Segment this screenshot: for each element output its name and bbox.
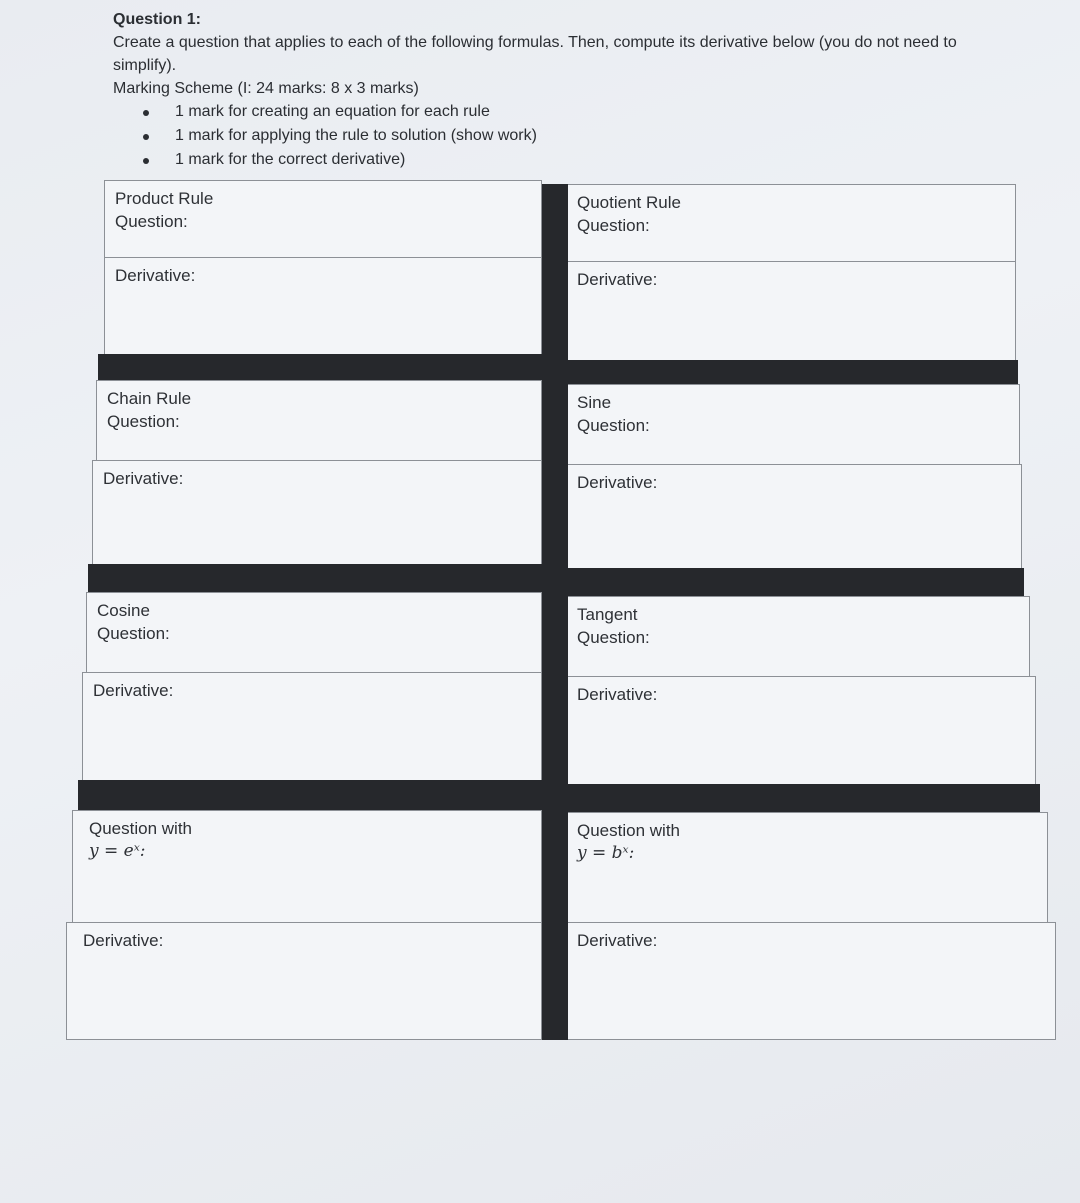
chain-rule-question-cell[interactable] (96, 380, 542, 464)
quotient-rule-derivative-label: Derivative: (577, 270, 658, 289)
tangent-derivative-cell[interactable] (566, 676, 1036, 786)
cosine-derivative-label: Derivative: (93, 681, 174, 700)
sine-question-cell[interactable] (566, 384, 1020, 466)
exp-b-formula: y = bˣ: (577, 843, 635, 863)
sine-derivative-cell[interactable] (566, 464, 1022, 570)
horizontal-divider (566, 568, 1024, 596)
derivative-rules-table (64, 180, 1058, 1040)
marking-scheme: Marking Scheme (I: 24 marks: 8 x 3 marks) (113, 80, 419, 97)
exp-e-derivative-cell[interactable] (66, 922, 542, 1040)
exp-e-formula: y = eˣ: (89, 841, 146, 861)
question-instructions: Create a question that applies to each of the following formulas. Then, compute its derivative below (you do not need to simplify). (113, 34, 957, 74)
horizontal-divider (78, 780, 542, 810)
chain-rule-derivative-cell[interactable] (92, 460, 542, 566)
question-title: Question 1: (113, 11, 202, 28)
list-item: 1 mark for creating an equation for each rule (113, 100, 993, 124)
bullet-icon (143, 158, 149, 164)
quotient-rule-derivative-cell[interactable] (566, 261, 1016, 363)
product-rule-title: Product Rule (115, 189, 214, 208)
exp-e-derivative-label: Derivative: (83, 931, 164, 950)
tangent-derivative-label: Derivative: (577, 685, 658, 704)
question-header (113, 8, 993, 172)
quotient-rule-question-cell[interactable] (566, 184, 1016, 262)
sine-question-label: Question: (577, 416, 650, 435)
product-rule-derivative-cell[interactable] (104, 257, 542, 361)
tangent-question-label: Question: (577, 628, 650, 647)
cosine-question-cell[interactable] (86, 592, 542, 674)
list-item: 1 mark for applying the rule to solution (show work) (113, 124, 993, 148)
exp-e-question-cell[interactable] (72, 810, 542, 924)
cosine-question-label: Question: (97, 624, 170, 643)
sine-title: Sine (577, 393, 612, 412)
marking-scheme-list (113, 100, 993, 172)
quotient-rule-question-label: Question: (577, 216, 650, 235)
exp-b-title: Question with (577, 821, 680, 840)
chain-rule-derivative-label: Derivative: (103, 469, 184, 488)
horizontal-divider (566, 784, 1040, 812)
bullet-icon (143, 110, 149, 116)
bullet-icon (143, 134, 149, 140)
exp-b-derivative-label: Derivative: (577, 931, 658, 950)
product-rule-derivative-label: Derivative: (115, 266, 196, 285)
exp-e-title: Question with (89, 819, 192, 838)
cosine-derivative-cell[interactable] (82, 672, 542, 784)
exp-b-question-cell[interactable] (566, 812, 1048, 924)
exp-b-derivative-cell[interactable] (566, 922, 1056, 1040)
tangent-title: Tangent (577, 605, 638, 624)
horizontal-divider (98, 354, 542, 380)
chain-rule-title: Chain Rule (107, 389, 192, 408)
horizontal-divider (566, 360, 1018, 384)
chain-rule-question-label: Question: (107, 412, 180, 431)
product-rule-question-cell[interactable] (104, 180, 542, 258)
quotient-rule-title: Quotient Rule (577, 193, 681, 212)
product-rule-question-label: Question: (115, 212, 188, 231)
list-item: 1 mark for the correct derivative) (113, 148, 993, 172)
horizontal-divider (88, 564, 542, 592)
sine-derivative-label: Derivative: (577, 473, 658, 492)
vertical-divider (542, 184, 568, 1040)
tangent-question-cell[interactable] (566, 596, 1030, 678)
cosine-title: Cosine (97, 601, 150, 620)
